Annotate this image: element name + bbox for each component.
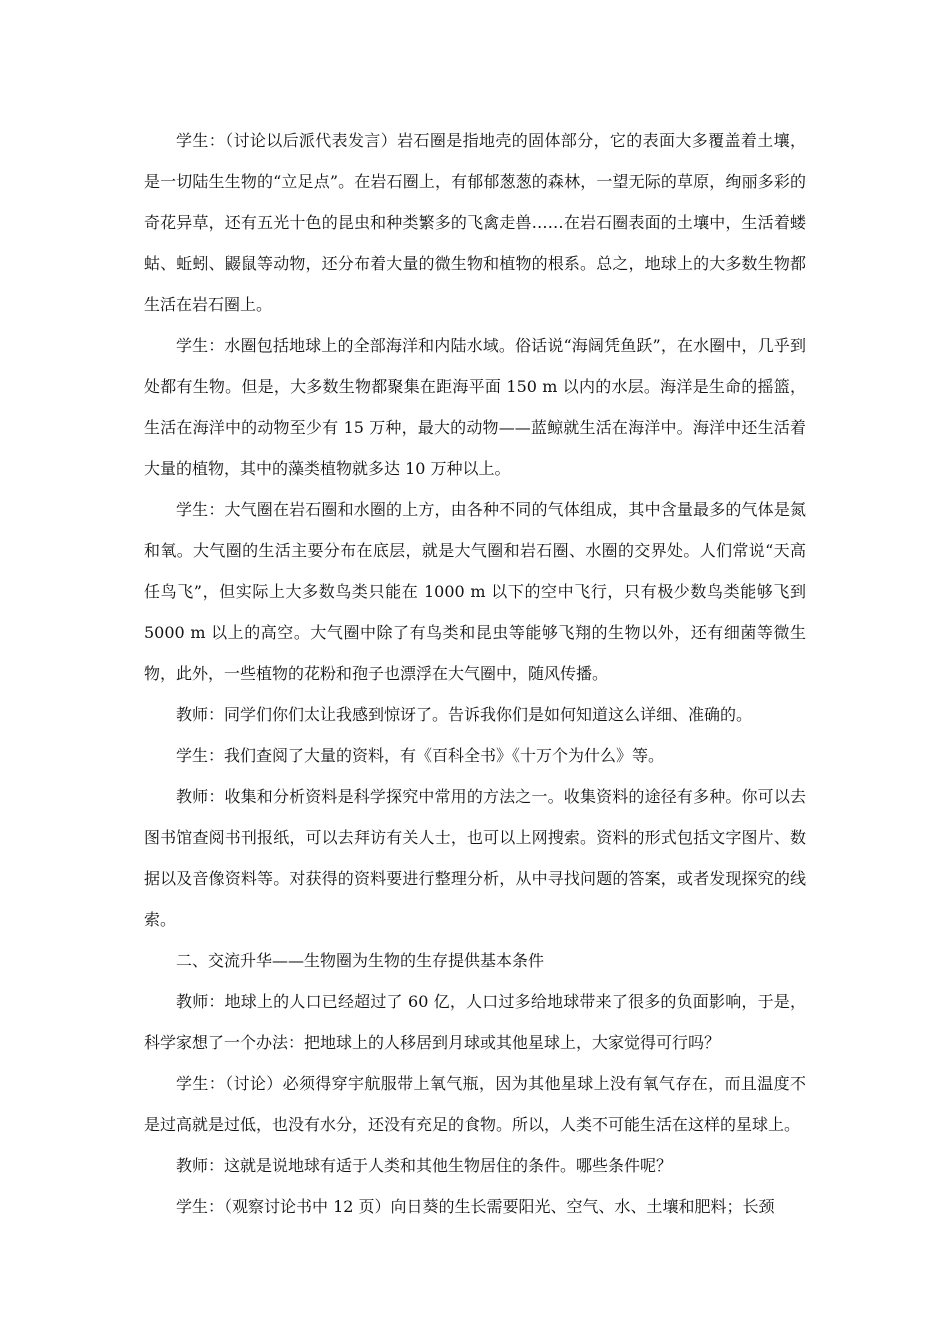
paragraph-atmosphere: 学生：大气圈在岩石圈和水圈的上方，由各种不同的气体组成，其中含量最多的气体是氮和氧。大气圈的生活主要分布在底层，就是大气圈和岩石圈、水圈的交界处。人们常说“天高任鸟飞”，但实际上大多数鸟类只能在 1000 m 以下的空中飞行，只有极少数鸟类能够飞到 5000 m 以上的高空。大气圈中除了有鸟类和昆虫等能够飞翔的生物以外，还有细菌等微生物，此外，一些植物的花粉和孢子也漂浮在大气圈中，随风传播。 xyxy=(144,500,806,683)
paragraph-lithosphere: 学生：（讨论以后派代表发言）岩石圈是指地壳的固体部分，它的表面大多覆盖着土壤，是一切陆生生物的“立足点”。在岩石圈上，有郁郁葱葱的森林，一望无际的草原，绚丽多彩的奇花异草，还有五光十色的昆虫和种类繁多的飞禽走兽……在岩石圈表面的土壤中，生活着蝼蛄、蚯蚓、鼹鼠等动物，还分布着大量的微生物和植物的根系。总之，地球上的大多数生物都生活在岩石圈上。 xyxy=(144,131,806,314)
paragraph-student-discussion: 学生：（讨论）必须得穿宇航服带上氧气瓶，因为其他星球上没有氧气存在，而且温度不是过高就是过低，也没有水分，还没有充足的食物。所以，人类不可能生活在这样的星球上。 xyxy=(144,1074,806,1134)
paragraph-student-sources: 学生：我们查阅了大量的资料，有《百科全书》《十万个为什么》等。 xyxy=(176,746,665,765)
paragraph-teacher-conditions: 教师：这就是说地球有适于人类和其他生物居住的条件。哪些条件呢？ xyxy=(176,1156,673,1175)
document-body xyxy=(144,120,806,1227)
paragraph-teacher-population: 教师：地球上的人口已经超过了 60 亿，人口过多给地球带来了很多的负面影响，于是，科学家想了一个办法：把地球上的人移居到月球或其他星球上，大家觉得可行吗？ xyxy=(144,992,806,1052)
paragraph-hydrosphere: 学生：水圈包括地球上的全部海洋和内陆水域。俗话说“海阔凭鱼跃”，在水圈中，几乎到处都有生物。但是，大多数生物都聚集在距海平面 150 m 以内的水层。海洋是生命的摇篮，生活在海洋中的动物至少有 15 万种，最大的动物——蓝鲸就生活在海洋中。海洋中还生活着大量的植物，其中的藻类植物就多达 10 万种以上。 xyxy=(144,336,806,478)
paragraph-teacher-surprise: 教师：同学们你们太让我感到惊讶了。告诉我你们是如何知道这么详细、准确的。 xyxy=(176,705,753,724)
paragraph-teacher-methods: 教师：收集和分析资料是科学探究中常用的方法之一。收集资料的途径有多种。你可以去图书馆查阅书刊报纸，可以去拜访有关人士，也可以上网搜索。资料的形式包括文字图片、数据以及音像资料等。对获得的资料要进行整理分析，从中寻找问题的答案，或者发现探究的线索。 xyxy=(144,787,806,929)
paragraph-student-observation: 学生：（观察讨论书中 12 页）向日葵的生长需要阳光、空气、水、土壤和肥料；长颈 xyxy=(176,1197,775,1216)
section-heading: 二、交流升华——生物圈为生物的生存提供基本条件 xyxy=(176,951,545,970)
